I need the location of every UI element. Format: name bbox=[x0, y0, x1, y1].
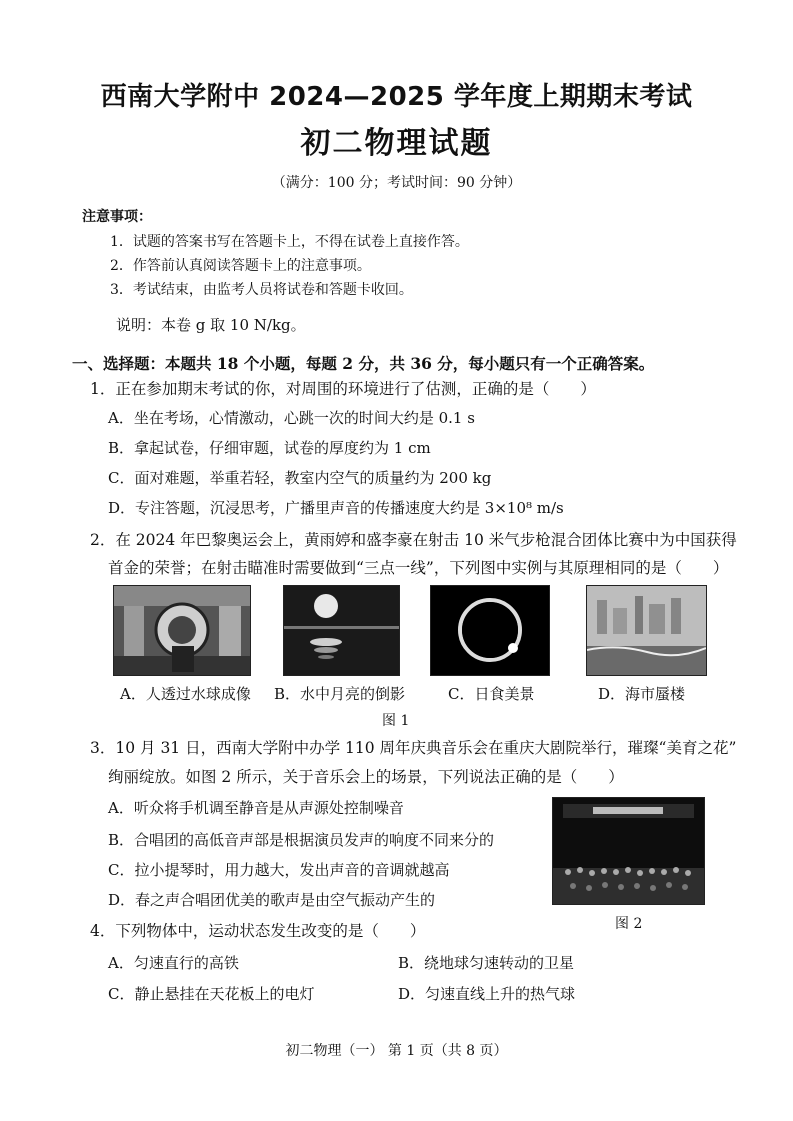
question-2-stem-line2: 首金的荣誉；在射击瞄准时需要做到“三点一线”，下列图中实例与其原理相同的是（ ） bbox=[108, 559, 729, 577]
mirage-image bbox=[586, 585, 707, 676]
note-g-value: 说明：本卷 g 取 10 N/kg。 bbox=[116, 316, 306, 334]
question-3-stem-line2: 绚丽绽放。如图 2 所示，关于音乐会上的场景，下列说法正确的是（ ） bbox=[108, 768, 624, 786]
notice-item: 1．试题的答案书写在答题卡上，不得在试卷上直接作答。 bbox=[110, 234, 469, 250]
subject-title: 初二物理试题 bbox=[300, 126, 493, 161]
notice-item: 3．考试结束，由监考人员将试卷和答题卡收回。 bbox=[110, 282, 413, 298]
exam-title: 西南大学附中 2024—2025 学年度上期期末考试 bbox=[100, 82, 693, 112]
question-3-option-a: A．听众将手机调至静音是从声源处控制噪音 bbox=[108, 799, 404, 817]
figure-1-caption-c: C．日食美景 bbox=[448, 685, 535, 703]
figure-2-label: 图 2 bbox=[615, 916, 643, 932]
question-1-stem: 1．正在参加期末考试的你，对周围的环境进行了估测，正确的是（ ） bbox=[90, 380, 596, 398]
question-1-option-d: D．专注答题，沉浸思考，广播里声音的传播速度大约是 3×10⁸ m/s bbox=[108, 499, 564, 517]
question-4-option-c: C．静止悬挂在天花板上的电灯 bbox=[108, 985, 315, 1003]
section-heading: 一、选择题：本题共 18 个小题，每题 2 分，共 36 分，每小题只有一个正确答案。 bbox=[72, 354, 655, 373]
notice-heading: 注意事项： bbox=[82, 209, 152, 225]
notice-item: 2．作答前认真阅读答题卡上的注意事项。 bbox=[110, 258, 371, 274]
figure-1-label: 图 1 bbox=[382, 713, 410, 729]
question-1-option-b: B．拿起试卷，仔细审题，试卷的厚度约为 1 cm bbox=[108, 439, 431, 457]
water-ball-image bbox=[113, 585, 251, 676]
moon-reflection-image bbox=[283, 585, 400, 676]
solar-eclipse-image bbox=[430, 585, 550, 676]
page-footer: 初二物理（一） 第 1 页（共 8 页） bbox=[285, 1043, 508, 1059]
question-4-option-d: D．匀速直线上升的热气球 bbox=[398, 985, 576, 1003]
question-4-option-a: A．匀速直行的高铁 bbox=[108, 954, 239, 972]
figure-1-caption-b: B．水中月亮的倒影 bbox=[274, 685, 406, 703]
question-2-stem-line1: 2．在 2024 年巴黎奥运会上，黄雨婷和盛李豪在射击 10 米气步枪混合团体比赛中为中国获得 bbox=[90, 531, 737, 549]
question-3-stem-line1: 3．10 月 31 日，西南大学附中办学 110 周年庆典音乐会在重庆大剧院举行，璀璨“美育之花” bbox=[90, 739, 737, 757]
question-1-option-a: A．坐在考场，心情激动，心跳一次的时间大约是 0.1 s bbox=[108, 409, 475, 427]
question-3-option-c: C．拉小提琴时，用力越大，发出声音的音调就越高 bbox=[108, 861, 450, 879]
concert-stage-image bbox=[552, 797, 705, 905]
question-4-option-b: B．绕地球匀速转动的卫星 bbox=[398, 954, 575, 972]
figure-1-caption-a: A．人透过水球成像 bbox=[120, 685, 251, 703]
question-3-option-b: B．合唱团的高低音声部是根据演员发声的响度不同来分的 bbox=[108, 831, 495, 849]
score-info: （满分：100 分；考试时间：90 分钟） bbox=[271, 175, 522, 191]
question-3-option-d: D．春之声合唱团优美的歌声是由空气振动产生的 bbox=[108, 891, 436, 909]
figure-1-caption-d: D．海市蜃楼 bbox=[598, 685, 686, 703]
question-1-option-c: C．面对难题，举重若轻，教室内空气的质量约为 200 kg bbox=[108, 469, 492, 487]
question-4-stem: 4．下列物体中，运动状态发生改变的是（ ） bbox=[90, 922, 426, 940]
